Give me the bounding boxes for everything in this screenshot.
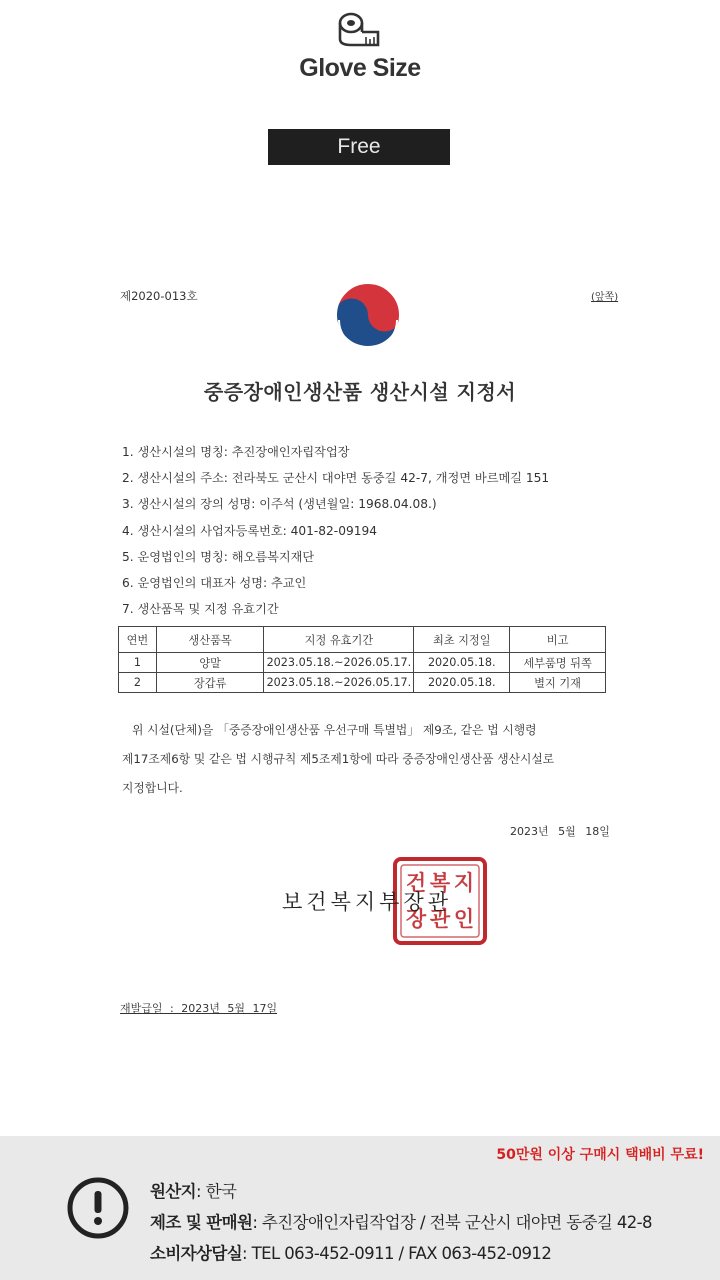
table-header-row	[119, 627, 606, 653]
cell-no: 1	[119, 653, 157, 673]
cell-no: 2	[119, 673, 157, 693]
item-business-number: 4. 생산시설의 사업자등록번호: 401-82-09194	[122, 523, 377, 538]
maker-label: 제조 및 판매원	[150, 1213, 253, 1232]
glove-size-title: Glove Size	[299, 54, 421, 82]
consult-label: 소비자상담실	[150, 1244, 243, 1263]
product-origin-info	[150, 1176, 652, 1269]
header-first-date: 최초 지정일	[414, 627, 510, 653]
consult-line	[150, 1238, 652, 1269]
origin-value: : 한국	[196, 1182, 237, 1201]
table-row	[119, 673, 606, 693]
reissue-date: 재발급일 : 2023년 5월 17일	[120, 1002, 278, 1015]
paragraph-line: 제17조제6항 및 같은 법 시행규칙 제5조제1항에 따라 중증장애인생산품 생산시설로	[122, 752, 555, 766]
issue-date: 2023년 5월 18일	[510, 825, 610, 838]
header-item: 생산품목	[156, 627, 263, 653]
cell-note: 세부품명 뒤쪽	[510, 653, 606, 673]
cell-period: 2023.05.18.~2026.05.17.	[264, 673, 414, 693]
seal-char: 관	[429, 907, 451, 931]
seal-char: 지	[453, 871, 475, 895]
seal-char: 건	[405, 871, 427, 895]
header-period: 지정 유효기간	[264, 627, 414, 653]
cell-note: 별지 기재	[510, 673, 606, 693]
origin-label: 원산지	[150, 1182, 197, 1201]
item-facility-name: 1. 생산시설의 명칭: 추진장애인자립작업장	[122, 445, 350, 459]
certificate-items	[122, 443, 549, 626]
product-info-footer	[0, 1136, 720, 1280]
page-side-label: (앞쪽)	[591, 292, 619, 303]
size-value-badge: Free	[268, 129, 450, 165]
item-representative: 6. 운영법인의 대표자 성명: 추교인	[122, 575, 307, 590]
paragraph-line: 지정합니다.	[122, 781, 183, 795]
cell-item: 장갑류	[156, 673, 263, 693]
government-emblem-icon	[333, 280, 403, 350]
table-row	[119, 653, 606, 673]
document-number: 제2020-013호	[120, 289, 198, 303]
header-no: 연번	[119, 627, 157, 653]
header-note: 비고	[510, 627, 606, 653]
exclamation-circle-icon	[66, 1176, 130, 1240]
maker-line	[150, 1207, 652, 1238]
item-products-period: 7. 생산품목 및 지정 유효기간	[122, 602, 279, 617]
item-corporation-name: 5. 운영법인의 명칭: 해오름복지재단	[122, 549, 315, 564]
cell-item: 양말	[156, 653, 263, 673]
cell-period: 2023.05.18.~2026.05.17.	[264, 653, 414, 673]
seal-char: 복	[429, 871, 451, 895]
designation-paragraph	[122, 716, 622, 803]
measuring-tape-icon	[336, 10, 382, 50]
maker-value: : 추진장애인자립작업장 / 전북 군산시 대야면 동중길 42-8	[252, 1213, 652, 1232]
minister-name: 보건복지부장관	[282, 890, 453, 914]
seal-char: 인	[453, 907, 475, 931]
item-facility-head: 3. 생산시설의 장의 성명: 이주석 (생년월일: 1968.04.08.)	[122, 497, 437, 512]
products-table	[118, 626, 606, 693]
item-facility-address: 2. 생산시설의 주소: 전라북도 군산시 대야면 동중길 42-7, 개정면 바르메길 151	[122, 471, 550, 486]
consult-value: : TEL 063-452-0911 / FAX 063-452-0912	[242, 1244, 552, 1263]
origin-line	[150, 1176, 652, 1207]
free-shipping-promo: 50만원 이상 구매시 택배비 무료!	[496, 1147, 704, 1163]
paragraph-line: 위 시설(단체)을 「중증장애인생산품 우선구매 특별법」 제9조, 같은 법 시행령	[132, 723, 537, 737]
certificate-title: 중증장애인생산품 생산시설 지정서	[203, 380, 517, 404]
cell-first-date: 2020.05.18.	[414, 653, 510, 673]
seal-char: 장	[405, 907, 427, 931]
cell-first-date: 2020.05.18.	[414, 673, 510, 693]
